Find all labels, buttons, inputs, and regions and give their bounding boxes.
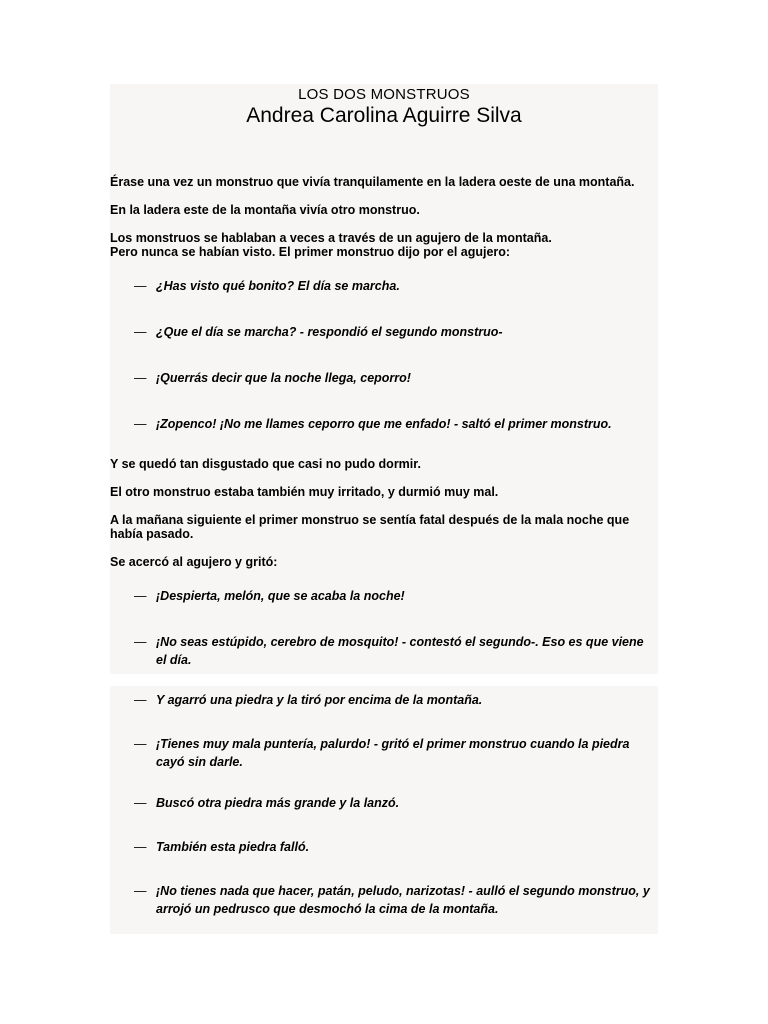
document-title: LOS DOS MONSTRUOS <box>298 86 470 103</box>
dialogue-dash: — <box>134 884 147 898</box>
dialogue-dash: — <box>134 840 147 854</box>
dialogue-text: ¿Que el día se marcha? - respondió el segundo monstruo- <box>156 325 503 339</box>
dialogue-dash: — <box>134 796 147 810</box>
dialogue-dash: — <box>134 371 147 385</box>
dialogue-dash: — <box>134 589 147 603</box>
dialogue-text: ¡Tienes muy mala puntería, palurdo! - gritó el primer monstruo cuando la piedra cayó sin darle. <box>156 737 630 769</box>
dialogue-text: Y agarró una piedra y la tiró por encima de la montaña. <box>156 693 483 707</box>
dialogue-dash: — <box>134 417 147 431</box>
dialogue-dash: — <box>134 737 147 751</box>
document-author: Andrea Carolina Aguirre Silva <box>246 104 522 127</box>
paragraph: Se acercó al agujero y gritó: <box>110 555 278 569</box>
dialogue-dash: — <box>134 635 147 649</box>
dialogue-text: ¡No tienes nada que hacer, patán, peludo, narizotas! - aulló el segundo monstruo, y arrojó un pedrusco que desmochó la cima de la montaña. <box>156 884 650 916</box>
dialogue-text: ¡Zopenco! ¡No me llames ceporro que me enfado! - saltó el primer monstruo. <box>156 417 612 431</box>
dialogue-text: ¿Has visto qué bonito? El día se marcha. <box>156 279 400 293</box>
paragraph: A la mañana siguiente el primer monstruo se sentía fatal después de la mala noche que había pasado. <box>110 513 630 541</box>
paragraph: En la ladera este de la montaña vivía otro monstruo. <box>110 203 420 217</box>
dialogue-dash: — <box>134 325 147 339</box>
paragraph: Y se quedó tan disgustado que casi no pudo dormir. <box>110 457 421 471</box>
dialogue-text: ¡Despierta, melón, que se acaba la noche! <box>156 589 405 603</box>
paragraph: El otro monstruo estaba también muy irritado, y durmió muy mal. <box>110 485 499 499</box>
dialogue-text: Buscó otra piedra más grande y la lanzó. <box>156 796 400 810</box>
dialogue-text: También esta piedra falló. <box>156 840 310 854</box>
dialogue-dash: — <box>134 693 147 707</box>
paragraph: Los monstruos se hablaban a veces a través de un agujero de la montaña. Pero nunca se habían visto. El primer monstruo dijo por el agujero: <box>110 231 552 259</box>
dialogue-text: ¡No seas estúpido, cerebro de mosquito! - contestó el segundo-. Eso es que viene el día. <box>156 635 644 667</box>
dialogue-text: ¡Querrás decir que la noche llega, ceporro! <box>156 371 411 385</box>
dialogue-dash: — <box>134 279 147 293</box>
paragraph: Érase una vez un monstruo que vivía tranquilamente en la ladera oeste de una montaña. <box>110 175 635 189</box>
